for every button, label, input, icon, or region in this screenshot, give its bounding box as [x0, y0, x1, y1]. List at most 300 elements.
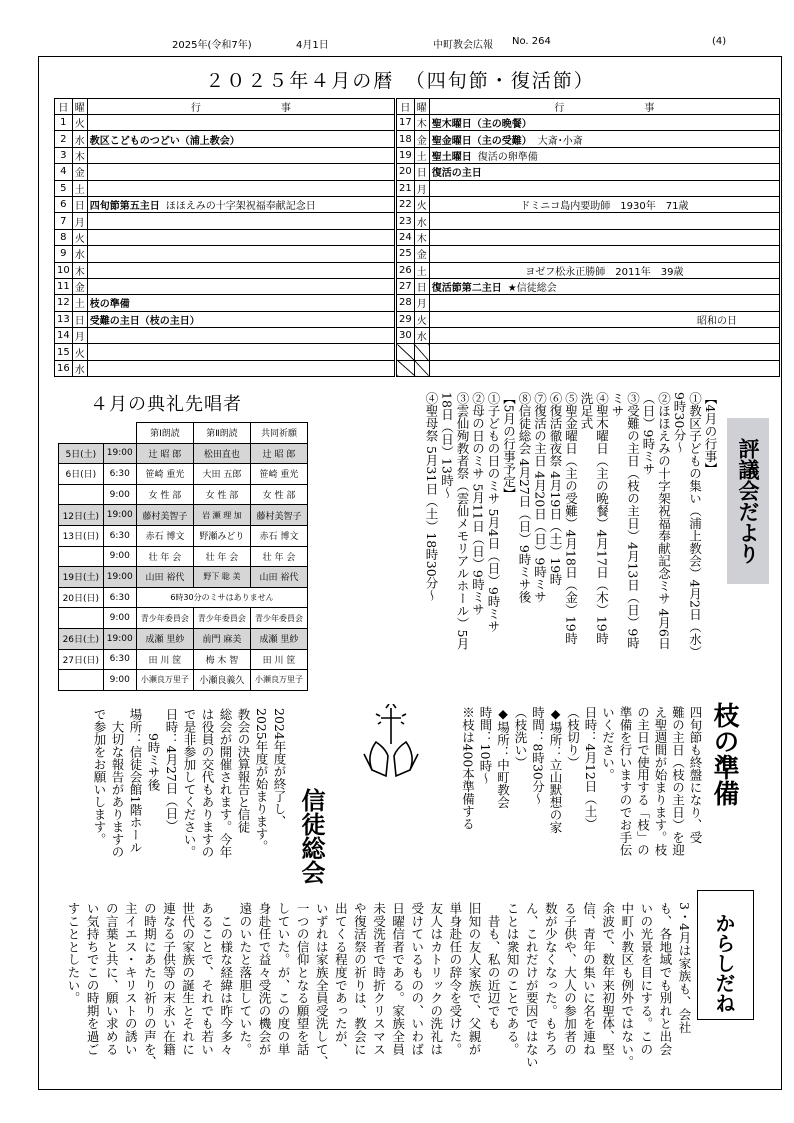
- reader-row: [59, 546, 308, 567]
- text-line: 一つの信仰となる願望を話: [295, 902, 311, 1056]
- calendar-row: [397, 328, 780, 344]
- calendar-row: [397, 262, 780, 278]
- col-header: 第Ⅱ朗読: [193, 423, 250, 444]
- text-line: この様な経緯は昨今多々: [218, 902, 234, 1056]
- reader-cell: 藤村美智子: [136, 505, 193, 526]
- time-cell: 6:30: [103, 649, 136, 670]
- event-cell: [429, 278, 779, 294]
- weekday-header: 曜: [72, 99, 87, 115]
- text-line: 大切な報告がありますの: [110, 708, 125, 858]
- text-line: 身赴任で益々受洗の機会が: [256, 902, 272, 1056]
- reader-cell: 青少年委員会: [250, 608, 307, 629]
- text-line: いずれは家族全員受洗して、: [314, 902, 330, 1069]
- text-line: あることで、それでも若い: [199, 902, 215, 1056]
- calendar-row: [55, 278, 395, 294]
- reader-row: [59, 464, 308, 485]
- text-line: 難の主日（枝の主日）を迎: [670, 706, 686, 856]
- text-line: の時期にあたり祈りの声を、: [142, 902, 158, 1069]
- text-line: ③雲仙殉教者祭（雲仙メモリアルホール）5月18日（日）13時〜: [439, 392, 470, 650]
- event-cell: [429, 229, 779, 245]
- time-cell: 9:00: [103, 546, 136, 567]
- text-line: ③受難の主日（枝の主日）4月13日（日）9時ミサ: [610, 392, 641, 649]
- text-line: ん、これだけが要因ではない: [524, 902, 540, 1069]
- text-line: ④聖木曜日（主の晩餐）4月17日（木）19時洗足式: [579, 392, 610, 645]
- day-cell: 28: [397, 295, 415, 311]
- weekday-cell: 月: [414, 295, 429, 311]
- text-line: 数が少なくなった。もちろ: [543, 902, 559, 1056]
- text-line: る子供や、大人の参加者の: [562, 902, 578, 1056]
- text-line: ⑥復活徹夜祭 4月19日（土）19時: [548, 392, 563, 586]
- reader-cell: 女 性 部: [136, 484, 193, 505]
- event-primary: 聖金曜日（主の受難）: [431, 135, 532, 147]
- event-cell: [87, 196, 394, 212]
- event-primary: 教区こどものつどい（浦上教会）: [89, 135, 240, 147]
- reader-cell: 女 性 部: [250, 484, 307, 505]
- event-secondary: ★信徒総会: [507, 283, 557, 295]
- weekday-cell: 金: [72, 278, 87, 294]
- text-line: ②母の日のミサ 5月11日（日）9時ミサ: [470, 392, 486, 616]
- reader-cell: 野瀬みどり: [193, 525, 250, 546]
- day-cell: 26: [397, 262, 415, 278]
- event-cell: [429, 328, 779, 344]
- reader-cell: 壮 年 会: [136, 546, 193, 567]
- reader-cell: 赤石 博文: [136, 525, 193, 546]
- calendar-row: [55, 213, 395, 229]
- reader-cell: 松田直也: [193, 443, 250, 464]
- event-cell: [87, 344, 394, 360]
- assembly-text: [56, 708, 288, 868]
- text-line: ⑦復活の主日 4月20日（日）9時ミサ: [532, 392, 548, 603]
- reader-cell: 小瀬良万里子: [136, 670, 193, 691]
- empty-cell: [397, 344, 415, 360]
- empty-cell: [429, 344, 779, 360]
- text-line: 日時：4月27日（日）: [164, 708, 179, 832]
- text-line: ※枝は400本準備する: [460, 706, 476, 830]
- calendar-row: [55, 164, 395, 180]
- reader-cell: 山田 裕代: [136, 567, 193, 588]
- reader-row: [59, 505, 308, 526]
- weekday-cell: 水: [72, 360, 87, 376]
- weekday-cell: 木: [414, 229, 429, 245]
- reader-cell: 田 川 筐: [136, 649, 193, 670]
- text-line: や復活祭の祈りは、教会に: [352, 902, 368, 1056]
- text-line: 友人はカトリックの洗礼は: [428, 902, 444, 1056]
- text-line: 【4月の行事】: [703, 392, 718, 475]
- time-cell: 6:30: [103, 587, 136, 608]
- calendar-row: [397, 311, 780, 327]
- text-line: 日曜信者である。家族全員: [390, 902, 406, 1056]
- text-line: 主イエス・キリストの誘い: [123, 902, 139, 1056]
- date-cell: 27日(日): [59, 649, 104, 670]
- calendar-row: [55, 262, 395, 278]
- text-line: （枝切り）: [565, 706, 581, 769]
- calendar-row: [397, 213, 780, 229]
- event-cell: [87, 164, 394, 180]
- reader-cell: 辻 昭 郎: [250, 443, 307, 464]
- calendar-row: [55, 180, 395, 196]
- text-line: （枝洗い）: [513, 706, 528, 769]
- text-line: ①子どもの日のミサ 5月4日（日）9時ミサ: [486, 392, 501, 633]
- day-cell: 5: [55, 180, 73, 196]
- event-cell: [87, 328, 394, 344]
- weekday-cell: 木: [72, 262, 87, 278]
- day-cell: 17: [397, 115, 415, 131]
- day-cell: 27: [397, 278, 415, 294]
- text-line: 旧知の友人家族で、父親が: [466, 902, 482, 1056]
- praying-hands-cross-icon: [356, 704, 426, 778]
- day-cell: 21: [397, 180, 415, 196]
- weekday-cell: 木: [414, 115, 429, 131]
- text-line: 教会の決算報告と信徒: [236, 708, 251, 833]
- col-header: 第Ⅰ朗読: [136, 423, 193, 444]
- date-cell: 13日(日): [59, 525, 104, 546]
- calendar-row: [397, 164, 780, 180]
- reader-row: [59, 525, 308, 546]
- text-line: い気持ちでこの時期を過ご: [85, 902, 101, 1056]
- reader-cell: 成瀬 里紗: [136, 628, 193, 649]
- header-date: 2025年(令和7年): [172, 40, 252, 51]
- reader-row: [59, 649, 308, 670]
- calendar-table-left: [54, 98, 395, 377]
- reader-cell: 青少年委員会: [193, 608, 250, 629]
- day-cell: 18: [397, 131, 415, 147]
- event-secondary: 昭和の日: [697, 315, 737, 327]
- day-cell: 16: [55, 360, 73, 376]
- time-cell: 9:00: [103, 670, 136, 691]
- reader-cell: 笹崎 重光: [136, 464, 193, 485]
- reader-cell: 辻 昭 郎: [136, 443, 193, 464]
- calendar-row: [55, 328, 395, 344]
- day-cell: 4: [55, 164, 73, 180]
- text-line: は役員の交代もありますの: [200, 708, 215, 858]
- text-line: 時間：10時〜: [478, 706, 493, 785]
- empty-cell: [414, 344, 429, 360]
- palm-title: 枝の準備: [709, 702, 739, 806]
- day-cell: 30: [397, 328, 415, 344]
- reader-cell: 山田 裕代: [250, 567, 307, 588]
- weekday-cell: 日: [72, 311, 87, 327]
- event-cell: [87, 278, 394, 294]
- reader-cell: 壮 年 会: [193, 546, 250, 567]
- reader-cell: 笹崎 重光: [250, 464, 307, 485]
- weekday-cell: 火: [72, 115, 87, 131]
- column-title: からしだね: [712, 913, 736, 1013]
- day-header: 日: [397, 99, 415, 115]
- reader-cell: 梅 木 智: [193, 649, 250, 670]
- calendar-row: [397, 115, 780, 131]
- header-paper: 中町教会広報: [433, 40, 493, 51]
- event-cell: [429, 295, 779, 311]
- event-secondary: ドミニコ島内要助師 1930年 71歳: [520, 201, 689, 213]
- event-cell: [429, 246, 779, 262]
- reader-cell: 小瀬良義久: [193, 670, 250, 691]
- calendar-row: [55, 360, 395, 376]
- time-cell: 19:00: [103, 443, 136, 464]
- time-cell: 9:00: [103, 484, 136, 505]
- weekday-cell: 土: [72, 180, 87, 196]
- reader-cell: 成瀬 里紗: [250, 628, 307, 649]
- event-primary: 受難の主日（枝の主日）: [89, 315, 200, 327]
- text-line: 総会が開催されます。今年: [218, 708, 233, 858]
- day-cell: 14: [55, 328, 73, 344]
- reader-row: [59, 443, 308, 464]
- event-cell: [87, 295, 394, 311]
- day-cell: 2: [55, 131, 73, 147]
- calendar-row: [55, 295, 395, 311]
- time-cell: 9:00: [103, 608, 136, 629]
- event-cell: [429, 164, 779, 180]
- reader-cell: 野下 聡 美: [193, 567, 250, 588]
- event-cell: [429, 311, 779, 327]
- text-line: 昔も、私の近辺でも: [486, 902, 502, 1030]
- calendar-row: [397, 246, 780, 262]
- day-cell: 6: [55, 196, 73, 212]
- event-secondary: ヨゼフ松永正勝師 2011年 39歳: [525, 266, 684, 278]
- day-cell: 19: [397, 147, 415, 163]
- reader-row: [59, 587, 308, 608]
- calendar-row: [55, 344, 395, 360]
- weekday-cell: 火: [414, 311, 429, 327]
- day-cell: 22: [397, 196, 415, 212]
- calendar-row: [55, 229, 395, 245]
- text-line: 世代の家族の誕生とそれに: [180, 902, 196, 1056]
- weekday-cell: 火: [72, 229, 87, 245]
- event-header: 行 事: [429, 99, 779, 115]
- weekday-cell: 土: [414, 262, 429, 278]
- empty-row: [397, 344, 780, 360]
- event-primary: 聖土曜日: [431, 151, 472, 163]
- calendar-row: [397, 196, 780, 212]
- text-line: 2024年度が終了し、: [272, 708, 287, 828]
- time-cell: 6:30: [103, 525, 136, 546]
- day-cell: 13: [55, 311, 73, 327]
- reader-cell: 大田 五郎: [193, 464, 250, 485]
- readers-title: ４月の典礼先唱者: [90, 394, 242, 415]
- empty-row: [397, 360, 780, 376]
- header-page: (4): [712, 36, 727, 47]
- event-primary: 枝の準備: [89, 299, 130, 311]
- day-header: 日: [55, 99, 73, 115]
- calendar-row: [397, 229, 780, 245]
- column-title-box: [697, 890, 754, 1020]
- text-line: 四旬節も終盤になり、受: [688, 706, 703, 844]
- text-line: 受けているものの、いわば: [409, 902, 425, 1056]
- header-month-day: 4月1日: [296, 40, 329, 51]
- calendar-row: [397, 131, 780, 147]
- text-line: 単身赴任の辞令を受けた。: [447, 902, 463, 1056]
- event-cell: [429, 196, 779, 212]
- date-cell: [59, 670, 104, 691]
- empty-cell: [397, 360, 415, 376]
- date-cell: [59, 608, 104, 629]
- event-cell: [87, 213, 394, 229]
- day-cell: 10: [55, 262, 73, 278]
- date-cell: 12日(土): [59, 505, 104, 526]
- text-line: え聖週間が始まります。枝: [653, 706, 668, 856]
- text-line: 余波で、数年来初聖体、堅: [600, 902, 616, 1056]
- weekday-cell: 日: [414, 164, 429, 180]
- weekday-cell: 日: [72, 196, 87, 212]
- text-line: 場所：信徒会館1階ホール: [128, 708, 143, 854]
- text-line: 遠のいたと落胆していた。: [237, 902, 253, 1056]
- event-primary: 聖木曜日（主の晩餐）: [431, 119, 532, 131]
- calendar-row: [397, 180, 780, 196]
- event-primary: 復活の主日: [431, 168, 482, 180]
- calendar-row: [55, 196, 395, 212]
- day-cell: 15: [55, 344, 73, 360]
- text-line: ②ほほえみの十字架祝福奉献記念ミサ 4月6日（日）9時ミサ: [641, 392, 672, 650]
- day-cell: 8: [55, 229, 73, 245]
- time-cell: 19:00: [103, 505, 136, 526]
- weekday-cell: 金: [414, 246, 429, 262]
- date-cell: [59, 484, 104, 505]
- reader-row: [59, 670, 308, 691]
- weekday-cell: 木: [72, 147, 87, 163]
- weekday-cell: 金: [414, 131, 429, 147]
- reader-cell: 壮 年 会: [250, 546, 307, 567]
- council-text: [308, 392, 718, 652]
- event-cell: [429, 115, 779, 131]
- weekday-cell: 水: [414, 213, 429, 229]
- event-cell: [429, 131, 779, 147]
- time-cell: 19:00: [103, 628, 136, 649]
- event-cell: [87, 115, 394, 131]
- calendar-row: [55, 147, 395, 163]
- weekday-cell: 水: [72, 131, 87, 147]
- palm-text: [434, 706, 704, 874]
- event-cell: [429, 262, 779, 278]
- date-cell: [59, 546, 104, 567]
- text-line: ⑧信徒総会 4月27日（日）9時ミサ後: [517, 392, 532, 603]
- text-line: の主日で使用する「枝」の: [635, 706, 651, 856]
- text-line: で是非参加してください。: [182, 708, 197, 858]
- event-primary: 復活節第二主日: [431, 283, 502, 295]
- text-line: 出てくる程度であったが、: [333, 902, 349, 1056]
- text-line: 連なる子供等の末永い在籍: [161, 902, 177, 1056]
- date-cell: 26日(土): [59, 628, 104, 649]
- weekday-cell: 金: [72, 164, 87, 180]
- text-line: ◆場所：立山默想の家: [548, 706, 563, 834]
- calendar-row: [55, 311, 395, 327]
- header-issue: No. 264: [512, 36, 551, 47]
- event-cell: [429, 147, 779, 163]
- event-cell: [87, 229, 394, 245]
- reader-row: [59, 628, 308, 649]
- text-line: 時間：8時30分〜: [530, 706, 546, 805]
- event-cell: [87, 246, 394, 262]
- reader-cell: 女 性 部: [193, 484, 250, 505]
- empty-cell: [414, 360, 429, 376]
- reader-row: [59, 484, 308, 505]
- calendar-row: [55, 131, 395, 147]
- text-line: 未受洗者で時折クリスマス: [371, 902, 387, 1056]
- event-cell: [87, 180, 394, 196]
- merged-cell: 6時30分のミサはありません: [136, 587, 307, 608]
- event-secondary: 復活の卵準備: [477, 151, 538, 163]
- text-line: 3・4月は家族も、会社: [677, 902, 692, 1034]
- text-line: ことは衆知のことである。: [505, 902, 521, 1056]
- text-line: していた。が、この度の単: [276, 902, 292, 1056]
- day-cell: 1: [55, 115, 73, 131]
- event-secondary: ほほえみの十字架祝福奉献記念日: [165, 201, 316, 213]
- weekday-cell: 月: [414, 180, 429, 196]
- reader-row: [59, 608, 308, 629]
- event-primary: 四旬節第五主日: [89, 201, 160, 213]
- event-cell: [87, 360, 394, 376]
- event-header: 行 事: [87, 99, 394, 115]
- text-line: 9時ミサ後: [146, 708, 161, 791]
- day-cell: 11: [55, 278, 73, 294]
- calendar-row: [55, 246, 395, 262]
- weekday-cell: 火: [72, 344, 87, 360]
- weekday-cell: 火: [414, 196, 429, 212]
- text-line: ④聖母祭 5月31日（土）18時30分〜: [424, 392, 439, 602]
- readers-table: [58, 422, 308, 691]
- day-cell: 7: [55, 213, 73, 229]
- text-line: ◆場所：中町教会: [495, 706, 511, 809]
- council-title: 評議会だより: [727, 418, 769, 584]
- day-cell: 24: [397, 229, 415, 245]
- time-cell: 19:00: [103, 567, 136, 588]
- text-line: の言葉と共に、願い求める: [104, 902, 120, 1056]
- reader-cell: 赤石 博文: [250, 525, 307, 546]
- event-cell: [87, 131, 394, 147]
- reader-cell: 前門 麻美: [193, 628, 250, 649]
- text-line: いの光景を目にする。この: [638, 902, 654, 1056]
- text-line: も、各地域でも別れと出会: [657, 902, 673, 1056]
- reader-cell: 岩 瀬 理 加: [193, 505, 250, 526]
- calendar-row: [397, 295, 780, 311]
- reader-cell: 小瀬良万里子: [250, 670, 307, 691]
- reader-cell: 藤村美智子: [250, 505, 307, 526]
- day-cell: 20: [397, 164, 415, 180]
- weekday-cell: 土: [72, 295, 87, 311]
- day-cell: 9: [55, 246, 73, 262]
- calendar-row: [55, 115, 395, 131]
- event-cell: [87, 262, 394, 278]
- day-cell: 3: [55, 147, 73, 163]
- reader-cell: 青少年委員会: [136, 608, 193, 629]
- text-line: 【5月の行事予定】: [501, 392, 517, 500]
- calendar-row: [397, 278, 780, 294]
- weekday-cell: 水: [72, 246, 87, 262]
- time-cell: 6:30: [103, 464, 136, 485]
- event-cell: [429, 213, 779, 229]
- day-cell: 12: [55, 295, 73, 311]
- text-line: 日時：4月12日（土）: [583, 706, 598, 830]
- event-cell: [87, 311, 394, 327]
- assembly-title: 信徒総会: [297, 788, 326, 884]
- text-line: 信、青年の集いに名を連ね: [581, 902, 597, 1056]
- event-secondary: 大斎･小斎: [537, 135, 583, 147]
- col-header: 共同祈願: [250, 423, 307, 444]
- text-line: 準備を行いますのでお手伝: [618, 706, 633, 856]
- text-line: すこととしたい。: [66, 902, 81, 1005]
- reader-cell: 田 川 筐: [250, 649, 307, 670]
- text-line: いください。: [600, 706, 616, 781]
- weekday-cell: 土: [414, 147, 429, 163]
- event-cell: [87, 147, 394, 163]
- calendar-table-right: [396, 98, 780, 377]
- date-cell: 5日(土): [59, 443, 104, 464]
- day-cell: 29: [397, 311, 415, 327]
- day-cell: 23: [397, 213, 415, 229]
- calendar-row: [397, 147, 780, 163]
- date-cell: 20日(日): [59, 587, 104, 608]
- calendar-title: ２０２５年４月の暦 （四旬節・復活節）: [205, 70, 595, 92]
- weekday-header: 曜: [414, 99, 429, 115]
- column-text: [62, 902, 694, 1078]
